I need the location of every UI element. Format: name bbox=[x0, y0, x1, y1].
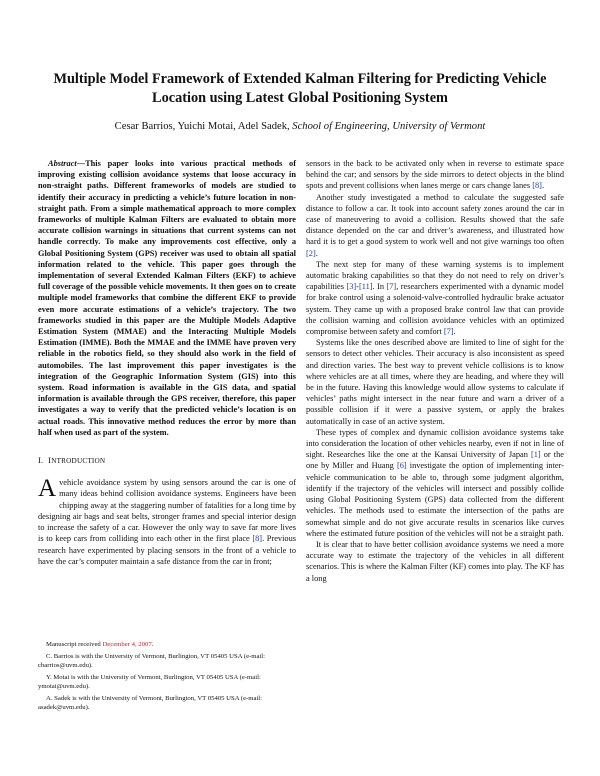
citation-link[interactable]: [2] bbox=[306, 248, 316, 258]
text: sensors in the back to be activated only when in reverse to estimate space behind the car; and sensors by the side mirrors to detect objects in the blind spots and prevent collisions when lanes merge or cars change lanes bbox=[306, 159, 564, 191]
text: . bbox=[315, 248, 318, 258]
citation-link[interactable]: [7] bbox=[386, 282, 397, 292]
body-paragraph-6: It is clear that to have better collision avoidance systems we need a more accurate way to estimate the trajectory of the vehicles in all different scenarios. This is where the Kalman Filter (KF) comes into play. The KF has a long bbox=[306, 539, 564, 583]
text: investigate the option of implementing inter-vehicle communication to be able to, through some judgment algorithm, identify if the trajectory of the vehicles will intersect and possibly collide using Global Positioning System (GPS) data collected from the different vehicles. The methods used to estimate the intersection of the paths are somewhat simple and do not give accurate results in scenarios like curves where the estimated future position of the vehicles will not be a straight path. bbox=[306, 461, 564, 538]
received-end: . bbox=[151, 641, 154, 648]
body-paragraph-4: Systems like the ones described above are limited to line of sight for the sensors to detect other vehicles. Their accuracy is also inconsistent as speed and direction varies. The best way to prevent vehicle collisions is to know where vehicles are at all times, where they are heading, and where they will be in the future. Having this knowledge would allow systems to calculate if vehicles’ paths might intersect in the near future and warn a driver of a possible collision if it were a passive system, or apply the brakes automatically in case of an active system. bbox=[306, 338, 564, 426]
paper-title: Multiple Model Framework of Extended Kalman Filtering for Predicting Vehicle Location using Latest Global Positioning System bbox=[53, 71, 547, 106]
left-column bbox=[38, 158, 296, 567]
abstract-label: Abstract bbox=[48, 159, 77, 168]
body-paragraph-1 bbox=[306, 158, 564, 192]
body-paragraph-3 bbox=[306, 259, 564, 337]
text: These types of complex and dynamic collision avoidance systems take into consideration the location of other vehicles nearby, even if not in line of sight. Researches like the one at the Kansai University of Japan bbox=[306, 427, 564, 460]
citation-link[interactable]: [11] bbox=[358, 282, 373, 292]
text: . In bbox=[372, 282, 387, 292]
footnote-author-1: C. Barrios is with the University of Vermont, Burlington, VT 05405 USA (e-mail: cbarrios@uvm.edu). bbox=[38, 653, 266, 669]
footnote-author-3: A. Sadek is with the University of Vermont, Burlington, VT 05405 USA (e-mail: asadek@uvm.edu). bbox=[38, 695, 263, 711]
citation-link[interactable]: [8] bbox=[252, 534, 263, 544]
footnote-received bbox=[38, 640, 296, 649]
intro-paragraph-1 bbox=[38, 477, 296, 567]
footnotes bbox=[38, 640, 296, 715]
text: The next step for many of these warning systems is to implement automatic braking capabilities so that they do not need to rely on driver’s capabilities bbox=[306, 259, 564, 292]
citation-link[interactable]: [1] bbox=[530, 450, 541, 460]
intro-text-a: vehicle avoidance system by using sensors around the car is one of many ideas behind collision avoidance systems. Engineers have been chipping away at the staggering number of fatalities for a long time by designing air bags and seat belts, stronger frames and special interior design to increase the safety of a car. However the only way to save far more lives is to keep cars from colliding into each other in the first place bbox=[38, 478, 296, 544]
abstract-text: —This paper looks into various practical methods of improving existing collision avoidance systems that loose accuracy in non-straight paths. Different frameworks of models are studied to identify their accuracy in predicting a vehicle’s future location in non-straight path. From a simple mathematical approach to more complex frameworks of multiple Kalman Filters are evaluated to obtain more accurate collision warnings in situations that current systems can not handle correctly. To make any improvements cost effective, only a Global Positioning System (GPS) receiver was used to obtain all spatial information related to the vehicle. This paper goes through the implementation of several Extended Kalman Filters (EKF) to achieve full coverage of the possible vehicle movements. It then goes on to create multiple model frameworks that combine the different EKF to provide even more accurate estimations of a vehicle’s trajectory. The two frameworks studied in this paper are the Multiple Models Adaptive Estimation System (MMAE) and the Interacting Multiple Models Estimation (IMME). Both the MMAE and the IMME have proven very reliable in the robotics field, so they should also work in the field of automobiles. The last improvement this paper investigates is the integration of the Geographic Information System (GIS) into this system. Road information is available in the GIS data, and spatial information is available through the GPS receiver, therefore, this paper investigates a way to verify that the predicted vehicle’s location is on actual roads. This innovative method reduces the error by more than half when used as part of the system. bbox=[38, 159, 296, 437]
text: or the one by Miller and Huang bbox=[306, 450, 564, 471]
body-paragraph-5 bbox=[306, 427, 564, 539]
citation-link[interactable]: [3] bbox=[346, 282, 357, 292]
section-number: I. bbox=[38, 455, 44, 466]
abstract bbox=[38, 158, 296, 438]
right-column bbox=[306, 158, 564, 584]
intro-text-b: . Previous research have experimented by placing sensors in the front of a vehicle to have the car’s computer maintain a safe distance from the car in front; bbox=[38, 534, 297, 566]
section-title-rest: NTRODUCTION bbox=[51, 457, 106, 466]
citation-link[interactable]: [8] bbox=[532, 181, 542, 191]
text: - bbox=[356, 282, 359, 292]
section-heading-introduction bbox=[38, 455, 296, 467]
received-date: December 4, 2007 bbox=[102, 641, 152, 648]
footnote-author-2: Y. Motai is with the University of Vermont, Burlington, VT 05405 USA (e-mail: ymotai@uvm.edu). bbox=[38, 674, 261, 690]
author-line bbox=[40, 120, 560, 133]
received-label: Manuscript received bbox=[46, 641, 103, 648]
text: , researchers experimented with a dynamic model for brake control using a solenoid-valve-controlled hydraulic brake actuator system. They came up with a proposed brake control law that can provide the collision warning and collision avoidance vehicles with an optimized compromise between safety and comfort bbox=[306, 282, 564, 337]
author-names: Cesar Barrios, Yuichi Motai, Adel Sadek, bbox=[114, 121, 290, 132]
text: Another study investigated a method to calculate the suggested safe distance to follow a car. It took into account safety zones around the car in case of maneuvering to avoid a collision. Results showed that the safe distance depended on the car and driver’s awareness, and illustrated how hard it is to get a good system to work well and not give warnings too often bbox=[306, 192, 564, 247]
citation-link[interactable]: [7] bbox=[443, 327, 454, 337]
section-first-letter: I bbox=[48, 455, 52, 466]
drop-cap: A bbox=[38, 475, 57, 503]
text: . bbox=[541, 181, 545, 191]
author-affiliation: School of Engineering, University of Vermont bbox=[292, 121, 486, 132]
body-paragraph-2 bbox=[306, 192, 564, 259]
text: . bbox=[453, 327, 456, 337]
citation-link[interactable]: [6] bbox=[396, 461, 407, 471]
